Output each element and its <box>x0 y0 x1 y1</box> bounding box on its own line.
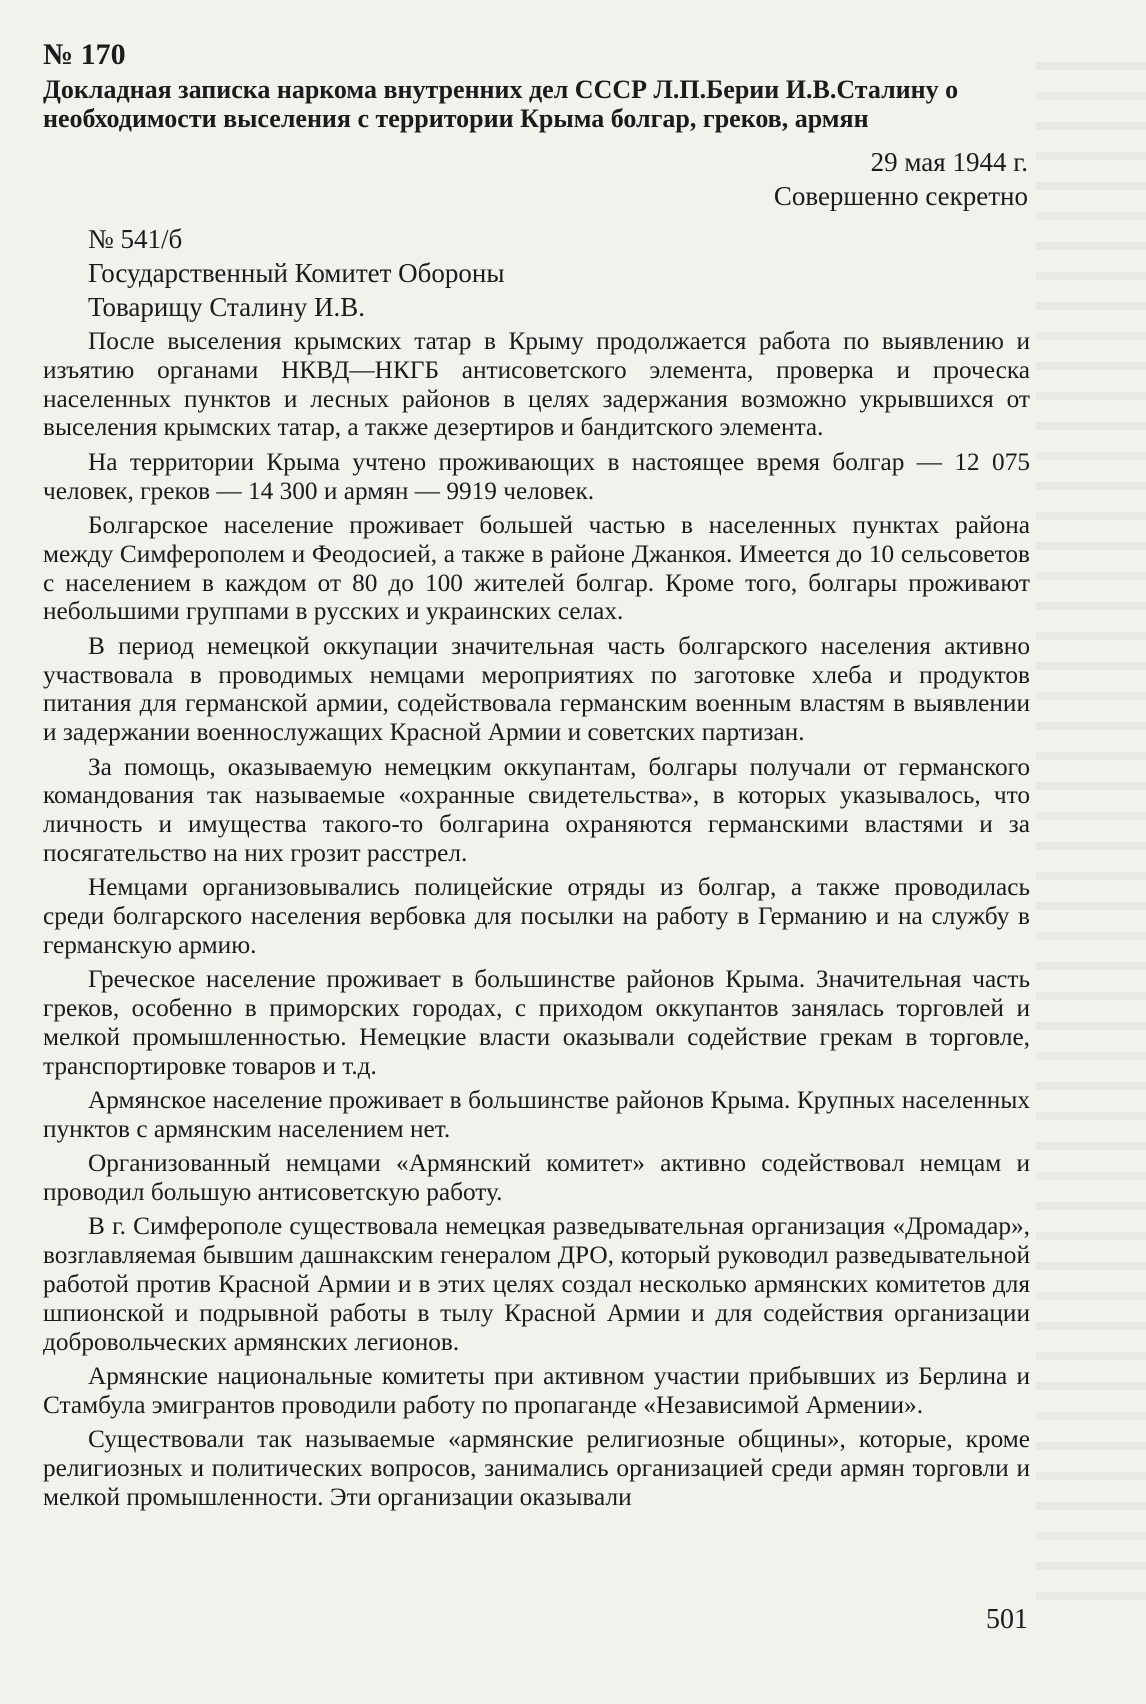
reference-number: № 541/б <box>88 224 183 254</box>
body-paragraph: Существовали так называемые «армянские религиозные общины», которые, кроме религиозных и политических вопросов, занимались организацией среди армян торговли и мелкой промышленности. Эти организации оказывали <box>43 1425 1030 1511</box>
addressee-person: Товарищу Сталину И.В. <box>88 292 365 322</box>
addressee-block <box>88 222 505 324</box>
body-paragraph: Армянское население проживает в большинстве районов Крыма. Крупных населенных пунктов с армянским населением нет. <box>43 1086 1030 1143</box>
body-paragraph: Болгарское население проживает большей частью в населенных пунктах района между Симферополем и Феодосией, а также в районе Джанкоя. Имеется до 10 сельсоветов с населением в каждом от 80 до 100 жителей болгар. Кроме того, болгары проживают небольшими группами в русских и украинских селах. <box>43 510 1030 626</box>
body-paragraph: Немцами организовывались полицейские отряды из болгар, а также проводилась среди болгарского населения вербовка для посылки на работу в Германию и на службу в германскую армию. <box>43 873 1030 959</box>
body-paragraph: За помощь, оказываемую немецким оккупантам, болгары получали от германского командования так называемые «охранные свидетельства», в которых указывалось, что личность и имущества такого-то болгарина охраняются германскими властями и за посягательство на них грозит расстрел. <box>43 752 1030 867</box>
body-paragraph: После выселения крымских татар в Крыму продолжается работа по выявлению и изъятию органами НКВД—НКГБ антисоветского элемента, проверка и проческа населенных пунктов и лесных районов в целях задержания возможно укрывшихся от выселения крымских татар, а также дезертиров и бандитского элемента. <box>43 327 1030 442</box>
document-number: № 170 <box>43 38 126 71</box>
document-date: 29 мая 1944 г. <box>870 147 1028 177</box>
body-paragraph: В г. Симферополе существовала немецкая разведывательная организация «Дромадар», возглавляемая бывшим дашнакским генералом ДРО, который руководил разведывательной работой против Красной Армии и в этих целях создал несколько армянских комитетов для шпионской и подрывной работы в тылу Красной Армии и для содействия организации добровольческих армянских легионов. <box>43 1212 1030 1356</box>
reverse-side-show-through <box>1036 40 1146 1600</box>
document-body <box>43 327 1030 1517</box>
body-paragraph: Греческое население проживает в большинстве районов Крыма. Значительная часть греков, особенно в приморских городах, с приходом оккупантов занялась торговлей и мелкой промышленностью. Немецкие власти оказывали содействие грекам в торговле, транспортировке товаров и т.д. <box>43 965 1030 1080</box>
body-paragraph: В период немецкой оккупации значительная часть болгарского населения активно участвовала в проводимых немцами мероприятиях по заготовке хлеба и продуктов питания для германской армии, содействовала германским военным властям в выявлении и задержании военнослужащих Красной Армии и советских партизан. <box>43 631 1030 747</box>
body-paragraph: Армянские национальные комитеты при активном участии прибывших из Берлина и Стамбула эмигрантов проводили работу по пропаганде «Независимой Армении». <box>43 1362 1030 1419</box>
body-paragraph: Организованный немцами «Армянский комитет» активно содействовал немцам и проводил большую антисоветскую работу. <box>43 1149 1030 1207</box>
document-meta <box>774 145 1028 213</box>
body-paragraph: На территории Крыма учтено проживающих в настоящее время болгар — 12 075 человек, греков — 14 300 и армян — 9919 человек. <box>43 447 1030 505</box>
addressee-organization: Государственный Комитет Обороны <box>88 258 505 288</box>
page-number: 501 <box>986 1604 1028 1635</box>
secrecy-classification: Совершенно секретно <box>773 181 1028 211</box>
document-title: Докладная записка наркома внутренних дел СССР Л.П.Берии И.В.Сталину о необходимости выселения с территории Крыма болгар, греков, армян <box>43 75 959 133</box>
